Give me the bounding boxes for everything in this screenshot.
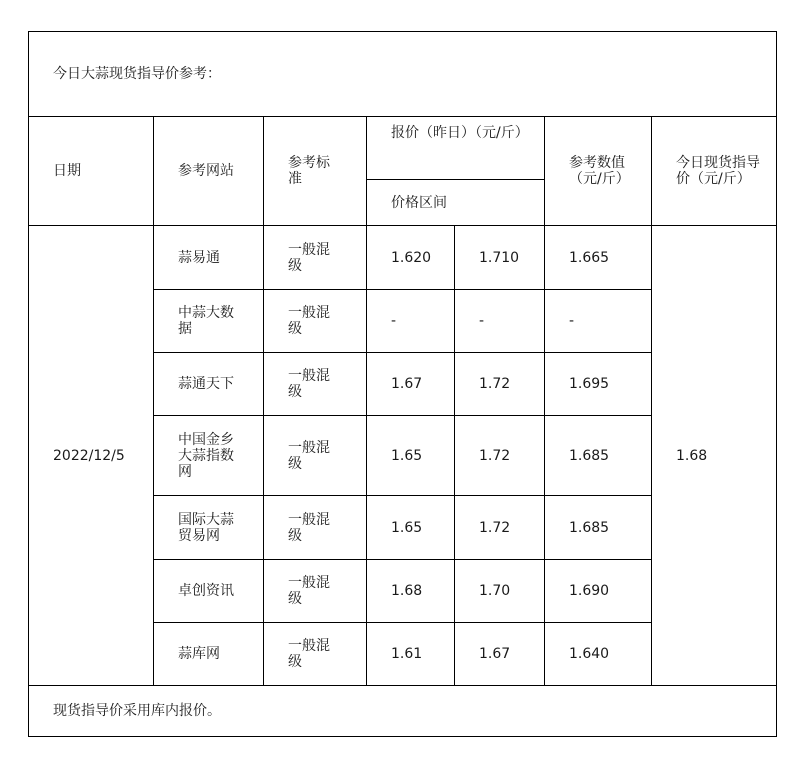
reference-cell: 1.690: [545, 560, 652, 623]
site-cell: 国际大蒜贸易网: [154, 496, 264, 560]
reference-cell: 1.640: [545, 623, 652, 686]
date-cell: 2022/12/5: [29, 226, 154, 686]
header-range: 价格区间: [367, 180, 545, 226]
low-price-cell: 1.65: [367, 496, 455, 560]
site-cell: 蒜易通: [154, 226, 264, 290]
high-price-cell: 1.67: [455, 623, 545, 686]
header-row: [29, 117, 777, 180]
table-title: 今日大蒜现货指导价参考：: [29, 32, 777, 117]
reference-cell: 1.695: [545, 353, 652, 416]
site-cell: 中国金乡大蒜指数网: [154, 416, 264, 496]
standard-cell: 一般混级: [264, 623, 367, 686]
reference-cell: 1.685: [545, 416, 652, 496]
header-today-guide: 今日现货指导价（元/斤）: [652, 117, 777, 226]
low-price-cell: 1.67: [367, 353, 455, 416]
low-price-cell: 1.620: [367, 226, 455, 290]
price-table: [28, 31, 777, 737]
high-price-cell: 1.70: [455, 560, 545, 623]
low-price-cell: 1.61: [367, 623, 455, 686]
site-cell: 蒜库网: [154, 623, 264, 686]
reference-cell: -: [545, 290, 652, 353]
high-price-cell: -: [455, 290, 545, 353]
high-price-cell: 1.72: [455, 416, 545, 496]
standard-cell: 一般混级: [264, 416, 367, 496]
high-price-cell: 1.710: [455, 226, 545, 290]
site-cell: 卓创资讯: [154, 560, 264, 623]
footer-row: [29, 686, 777, 737]
title-row: [29, 32, 777, 117]
reference-cell: 1.685: [545, 496, 652, 560]
site-cell: 中蒜大数据: [154, 290, 264, 353]
site-cell: 蒜通天下: [154, 353, 264, 416]
standard-cell: 一般混级: [264, 353, 367, 416]
high-price-cell: 1.72: [455, 496, 545, 560]
low-price-cell: 1.68: [367, 560, 455, 623]
standard-cell: 一般混级: [264, 226, 367, 290]
table-row: [29, 226, 777, 290]
header-site: 参考网站: [154, 117, 264, 226]
reference-cell: 1.665: [545, 226, 652, 290]
today-price-cell: 1.68: [652, 226, 777, 686]
header-date: 日期: [29, 117, 154, 226]
low-price-cell: 1.65: [367, 416, 455, 496]
header-standard: 参考标准: [264, 117, 367, 226]
table-footer: 现货指导价采用库内报价。: [29, 686, 777, 737]
header-quote: 报价（昨日）（元/斤）: [367, 117, 545, 180]
standard-cell: 一般混级: [264, 496, 367, 560]
high-price-cell: 1.72: [455, 353, 545, 416]
header-reference: 参考数值（元/斤）: [545, 117, 652, 226]
standard-cell: 一般混级: [264, 560, 367, 623]
standard-cell: 一般混级: [264, 290, 367, 353]
low-price-cell: -: [367, 290, 455, 353]
